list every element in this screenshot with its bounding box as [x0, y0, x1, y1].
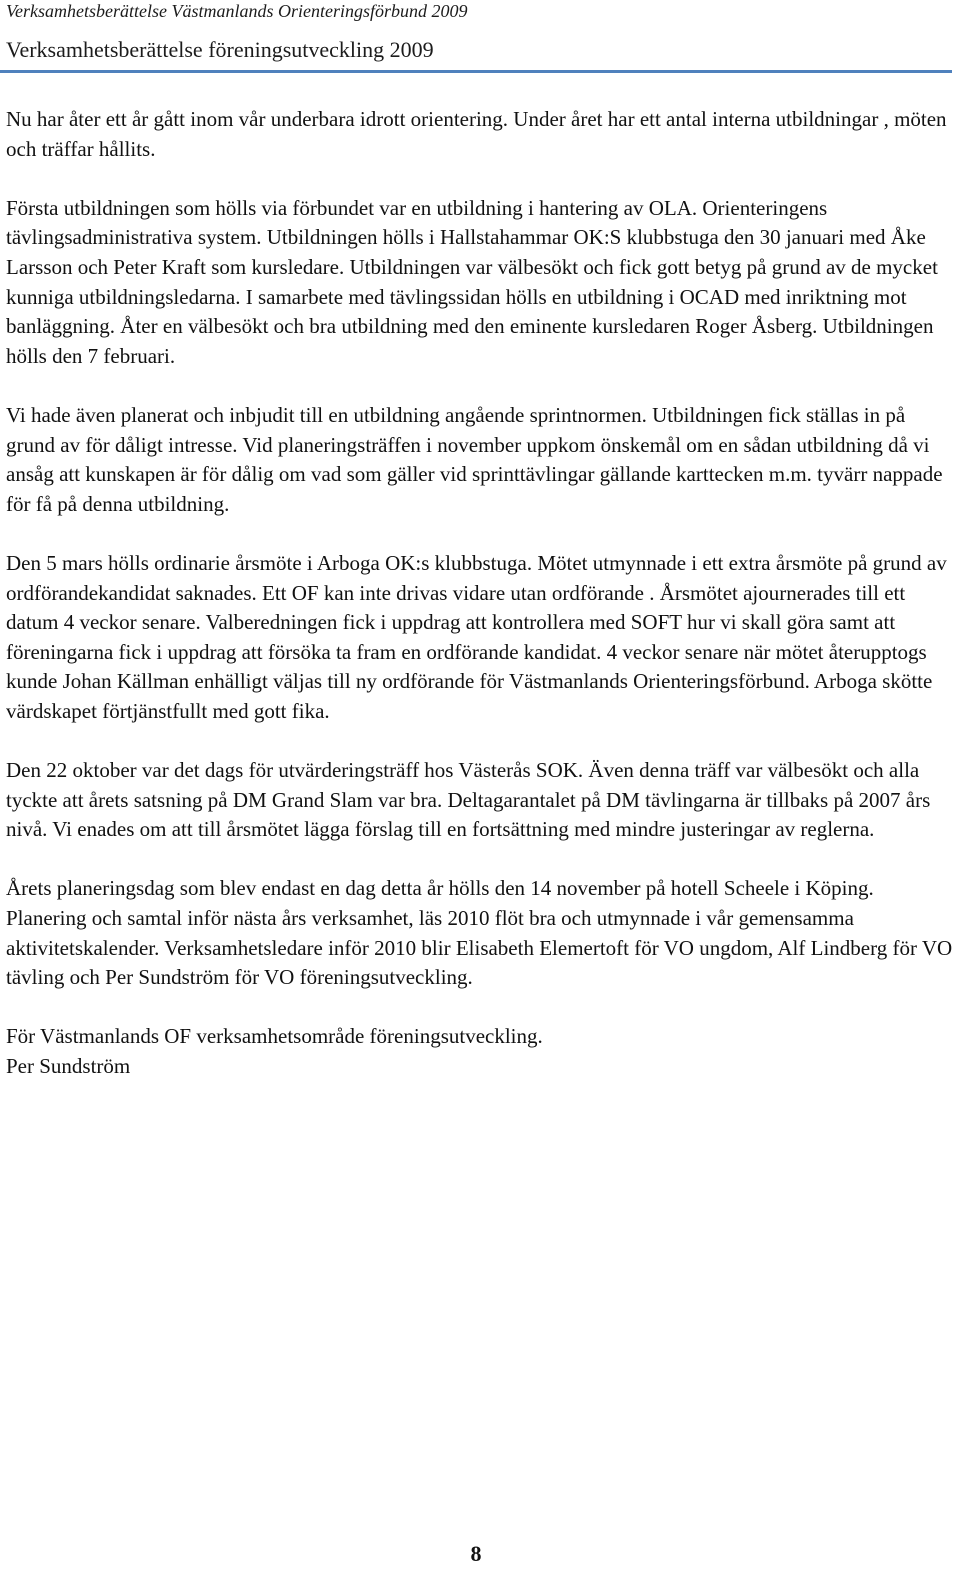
- paragraph-trainings: Första utbildningen som hölls via förbundet var en utbildning i hantering av OLA. Orienteringens tävlingsadministrativa system. Utbildningen hölls i Hallstahammar OK:S klubbstuga den 30 januari med Åke Larsson och Peter Kraft som kursledare. Utbildningen var välbesökt och fick gott betyg på grund av de mycket kunniga utbildningsledarna. I samarbete med tävlingssidan hölls en utbildning i OCAD med inriktning mot banläggning. Åter en välbesökt och bra utbildning med den eminente kursledaren Roger Åsberg. Utbildningen hölls den 7 februari.: [6, 195, 938, 368]
- paragraph-annual-meeting: Den 5 mars hölls ordinarie årsmöte i Arboga OK:s klubbstuga. Mötet utmynnade i ett extra årsmöte på grund av ordförandekandidat saknades. Ett OF kan inte drivas vidare utan ordförande . Årsmötet ajournerades till ett datum 4 veckor senare. Valberedningen fick i uppdrag att kontrollera med SOFT hur vi skall göra samt att föreningarna fick i uppdrag att försöka ta fram en ordförande kandidat. 4 veckor senare när mötet återupptogs kunde Johan Källman enhälligt väljas till ny ordförande för Västmanlands Orienteringsförbund. Arboga skötte värdskapet förtjänstfullt med gott fika.: [6, 550, 947, 723]
- signoff: [6, 1022, 954, 1081]
- body-text: [6, 105, 954, 1082]
- signoff-line: För Västmanlands OF verksamhetsområde föreningsutveckling.: [6, 1024, 543, 1049]
- paragraph-intro: Nu har åter ett år gått inom vår underbara idrott orientering. Under året har ett antal interna utbildningar , möten och träffar hållits.: [6, 107, 947, 161]
- document-title: Verksamhetsberättelse föreningsutveckling 2009: [6, 37, 434, 62]
- paragraph-evaluation-meeting: Den 22 oktober var det dags för utvärderingsträff hos Västerås SOK. Även denna träff var välbesökt och alla tyckte att årets satsning på DM Grand Slam var bra. Deltagarantalet på DM tävlingarna är tillbaks på 2007 års nivå. Vi enades om att till årsmötet lägga förslag till en fortsättning med mindre justeringar av reglerna.: [6, 758, 931, 842]
- paragraph-planning-day: Årets planeringsdag som blev endast en dag detta år hölls den 14 november på hotell Scheele i Köping. Planering och samtal inför nästa års verksamhet, läs 2010 flöt bra och utmynnade i vår gemensamma aktivitetskalender. Verksamhetsledare inför 2010 blir Elisabeth Elemertoft för VO ungdom, Alf Lindberg för VO tävling och Per Sundström för VO föreningsutveckling.: [6, 876, 953, 990]
- running-header: Verksamhetsberättelse Västmanlands Orienteringsförbund 2009: [6, 1, 468, 21]
- page-number: 8: [470, 1541, 482, 1566]
- signoff-name: Per Sundström: [6, 1054, 131, 1078]
- paragraph-sprint-training: Vi hade även planerat och inbjudit till en utbildning angående sprintnormen. Utbildningen fick ställas in på grund av för dåligt intresse. Vid planeringsträffen i november uppkom önskemål om en sådan utbildning då vi ansåg att kunskapen är för dålig om vad som gäller vid sprinttävlingar gällande karttecken m.m. tyvärr nappade för få på denna utbildning.: [6, 402, 943, 516]
- title-underline-rule: [0, 70, 952, 73]
